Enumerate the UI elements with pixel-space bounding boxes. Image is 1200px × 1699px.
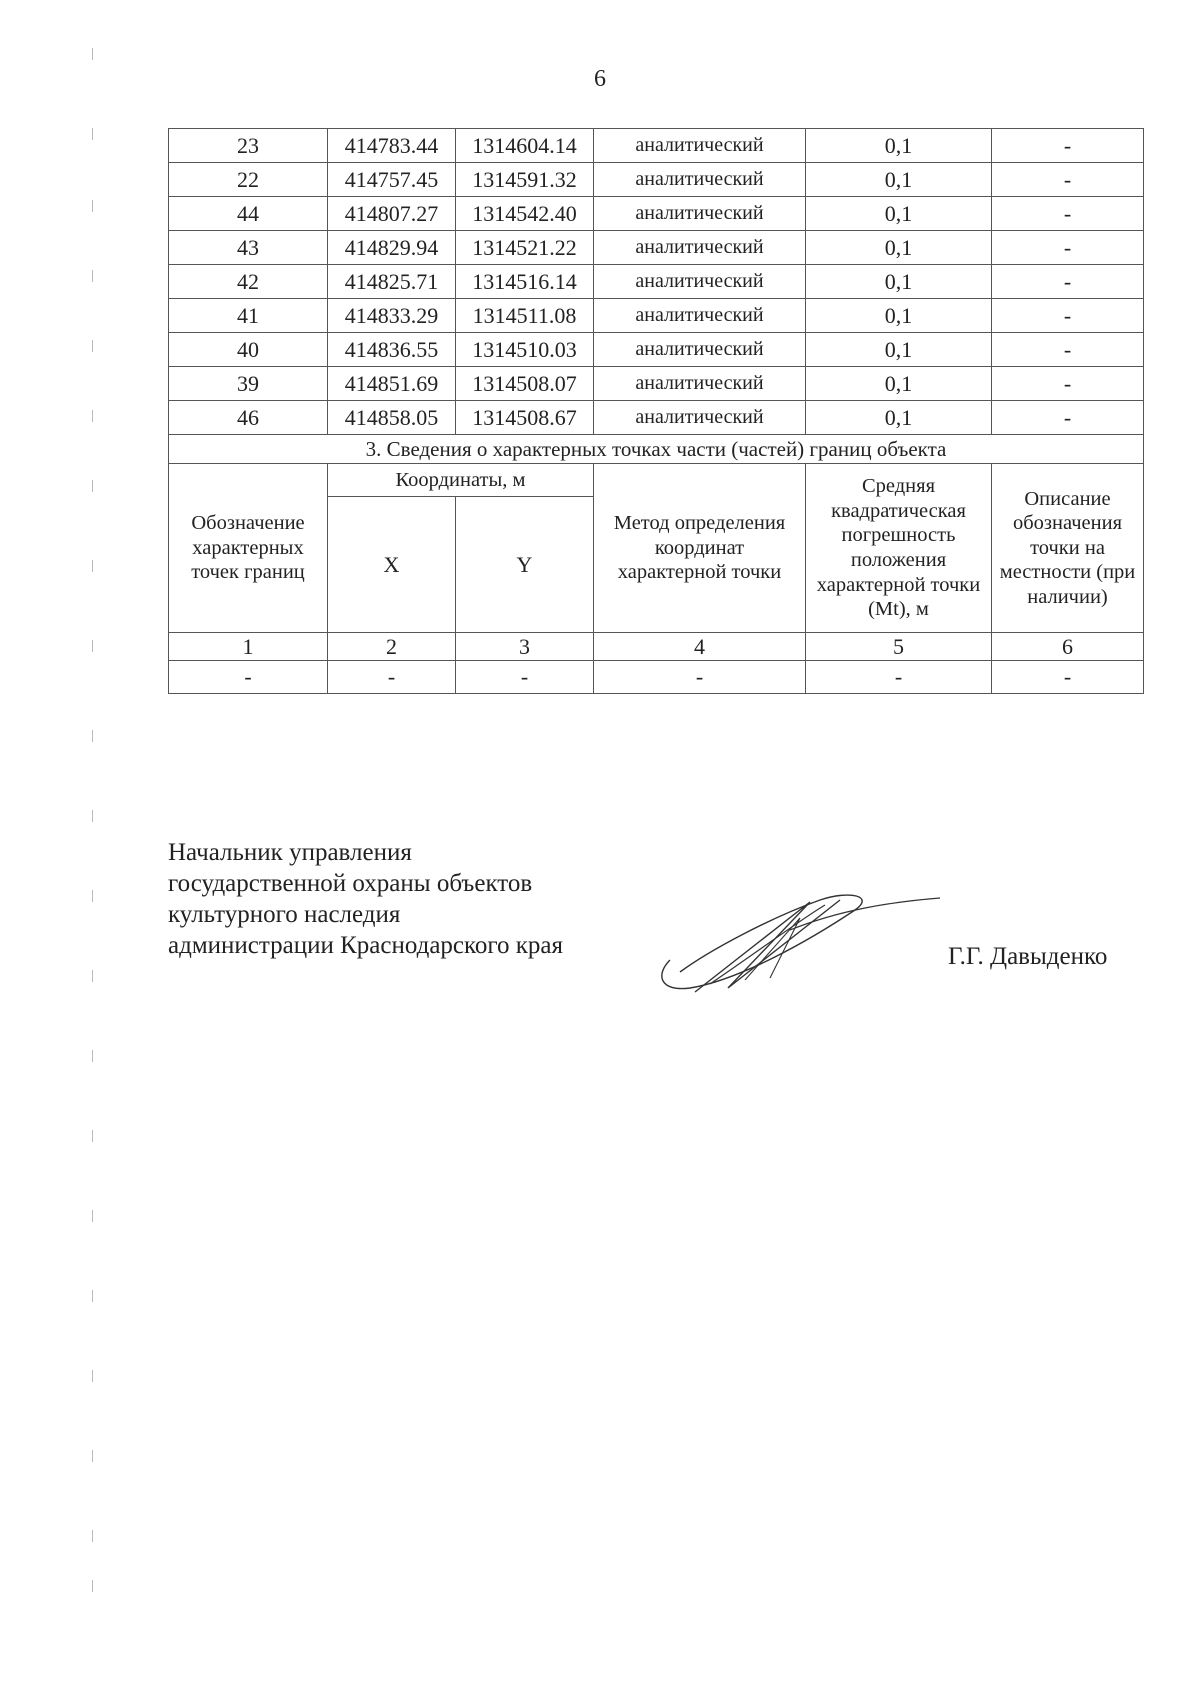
error-cell: 0,1 bbox=[806, 401, 992, 435]
header-error: Средняя квадратическая погрешность положения характерной точки (Mt), м bbox=[806, 464, 992, 633]
method-cell: аналитический bbox=[594, 333, 806, 367]
x-cell: 414825.71 bbox=[328, 265, 456, 299]
method-cell: аналитический bbox=[594, 197, 806, 231]
table-row bbox=[169, 401, 1144, 435]
column-number-row bbox=[169, 633, 1144, 661]
error-cell: 0,1 bbox=[806, 265, 992, 299]
empty-cell: - bbox=[328, 661, 456, 694]
empty-cell: - bbox=[169, 661, 328, 694]
method-cell: аналитический bbox=[594, 129, 806, 163]
table-row bbox=[169, 299, 1144, 333]
x-cell: 414858.05 bbox=[328, 401, 456, 435]
description-cell: - bbox=[992, 197, 1144, 231]
margin-scan-marks bbox=[92, 40, 94, 1600]
point-cell: 40 bbox=[169, 333, 328, 367]
method-cell: аналитический bbox=[594, 401, 806, 435]
header-row-1 bbox=[169, 464, 1144, 497]
description-cell: - bbox=[992, 401, 1144, 435]
x-cell: 414783.44 bbox=[328, 129, 456, 163]
y-cell: 1314511.08 bbox=[456, 299, 594, 333]
method-cell: аналитический bbox=[594, 265, 806, 299]
table-row bbox=[169, 367, 1144, 401]
handwritten-signature bbox=[650, 880, 950, 1000]
y-cell: 1314516.14 bbox=[456, 265, 594, 299]
signatory-name: Г.Г. Давыденко bbox=[948, 943, 1108, 970]
table-row bbox=[169, 197, 1144, 231]
error-cell: 0,1 bbox=[806, 299, 992, 333]
point-cell: 43 bbox=[169, 231, 328, 265]
error-cell: 0,1 bbox=[806, 163, 992, 197]
boundary-points-table bbox=[168, 128, 1144, 694]
description-cell: - bbox=[992, 299, 1144, 333]
column-number: 4 bbox=[594, 633, 806, 661]
description-cell: - bbox=[992, 367, 1144, 401]
error-cell: 0,1 bbox=[806, 231, 992, 265]
header-point-designation: Обозначение характерных точек границ bbox=[169, 464, 328, 633]
x-cell: 414833.29 bbox=[328, 299, 456, 333]
empty-cell: - bbox=[594, 661, 806, 694]
empty-data-row bbox=[169, 661, 1144, 694]
x-cell: 414757.45 bbox=[328, 163, 456, 197]
y-cell: 1314604.14 bbox=[456, 129, 594, 163]
method-cell: аналитический bbox=[594, 231, 806, 265]
table-row bbox=[169, 163, 1144, 197]
y-cell: 1314542.40 bbox=[456, 197, 594, 231]
description-cell: - bbox=[992, 129, 1144, 163]
point-cell: 46 bbox=[169, 401, 328, 435]
signature-title-line: Начальник управления bbox=[168, 839, 412, 866]
method-cell: аналитический bbox=[594, 367, 806, 401]
header-method: Метод определения координат характерной точки bbox=[594, 464, 806, 633]
description-cell: - bbox=[992, 333, 1144, 367]
x-cell: 414836.55 bbox=[328, 333, 456, 367]
section-title-row bbox=[169, 435, 1144, 464]
header-y: Y bbox=[456, 497, 594, 633]
method-cell: аналитический bbox=[594, 299, 806, 333]
x-cell: 414829.94 bbox=[328, 231, 456, 265]
error-cell: 0,1 bbox=[806, 333, 992, 367]
signature-title-block bbox=[168, 837, 563, 961]
empty-cell: - bbox=[992, 661, 1144, 694]
column-number: 2 bbox=[328, 633, 456, 661]
point-cell: 23 bbox=[169, 129, 328, 163]
error-cell: 0,1 bbox=[806, 197, 992, 231]
column-number: 6 bbox=[992, 633, 1144, 661]
point-cell: 39 bbox=[169, 367, 328, 401]
description-cell: - bbox=[992, 265, 1144, 299]
table-row bbox=[169, 265, 1144, 299]
column-number: 3 bbox=[456, 633, 594, 661]
point-cell: 44 bbox=[169, 197, 328, 231]
y-cell: 1314510.03 bbox=[456, 333, 594, 367]
table-body bbox=[169, 129, 1144, 694]
signature-title-line: государственной охраны объектов bbox=[168, 870, 533, 897]
error-cell: 0,1 bbox=[806, 129, 992, 163]
page-number: 6 bbox=[594, 66, 606, 92]
point-cell: 22 bbox=[169, 163, 328, 197]
error-cell: 0,1 bbox=[806, 367, 992, 401]
y-cell: 1314521.22 bbox=[456, 231, 594, 265]
section-title: 3. Сведения о характерных точках части (частей) границ объекта bbox=[169, 435, 1144, 464]
column-number: 5 bbox=[806, 633, 992, 661]
method-cell: аналитический bbox=[594, 163, 806, 197]
header-x: X bbox=[328, 497, 456, 633]
table-row bbox=[169, 333, 1144, 367]
header-coordinates: Координаты, м bbox=[328, 464, 594, 497]
x-cell: 414807.27 bbox=[328, 197, 456, 231]
signature-title-line: культурного наследия bbox=[168, 901, 401, 928]
column-number: 1 bbox=[169, 633, 328, 661]
table-row bbox=[169, 129, 1144, 163]
point-cell: 42 bbox=[169, 265, 328, 299]
y-cell: 1314508.07 bbox=[456, 367, 594, 401]
table-row bbox=[169, 231, 1144, 265]
description-cell: - bbox=[992, 163, 1144, 197]
x-cell: 414851.69 bbox=[328, 367, 456, 401]
empty-cell: - bbox=[456, 661, 594, 694]
signature-title-line: администрации Краснодарского края bbox=[168, 932, 564, 959]
empty-cell: - bbox=[806, 661, 992, 694]
description-cell: - bbox=[992, 231, 1144, 265]
y-cell: 1314591.32 bbox=[456, 163, 594, 197]
point-cell: 41 bbox=[169, 299, 328, 333]
y-cell: 1314508.67 bbox=[456, 401, 594, 435]
header-description: Описание обозначения точки на местности (при наличии) bbox=[992, 464, 1144, 633]
